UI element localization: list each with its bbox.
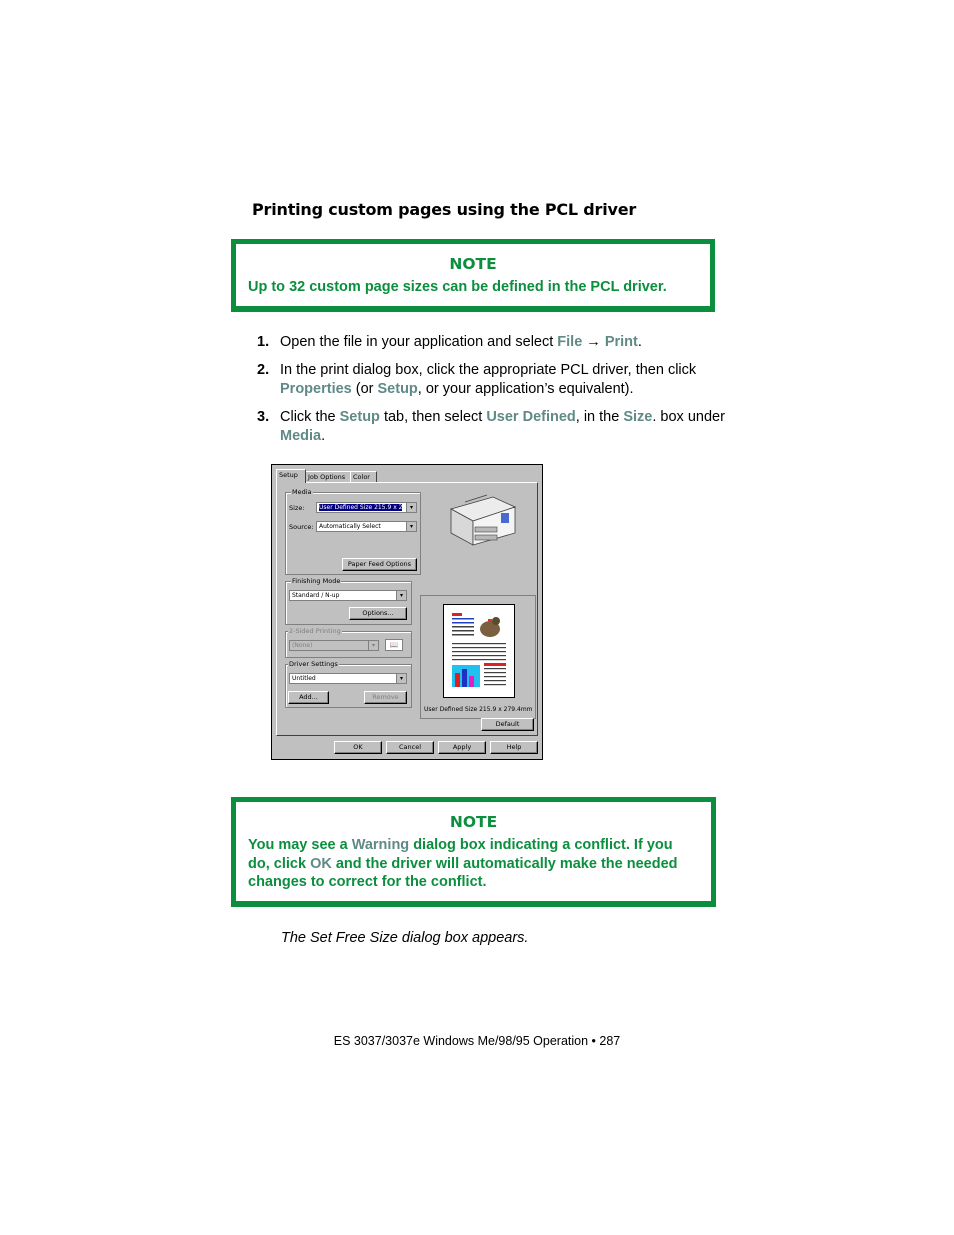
two-sided-value: (None) — [292, 642, 313, 649]
user-defined-ref: User Defined — [486, 409, 576, 425]
driver-settings-dropdown[interactable] — [289, 673, 407, 684]
preview-caption: User Defined Size 215.9 x 279.4mm — [424, 706, 533, 713]
note-text: Up to 32 custom page sizes can be defined in the PCL driver. — [248, 279, 667, 295]
media-group-label: Media — [292, 488, 312, 496]
help-button[interactable]: Help — [490, 741, 538, 754]
print-menu-ref: Print — [604, 334, 638, 350]
note-text-part: dialog box indicating a conflict. If you do, click — [248, 837, 673, 872]
note-box — [231, 797, 716, 907]
step-number: 1. — [257, 334, 270, 350]
printer-properties-dialog — [271, 464, 543, 760]
step-text — [280, 333, 725, 352]
page-footer: ES 3037/3037e Windows Me/98/95 Operation • 287 — [333, 1034, 621, 1048]
step-text-part: Click the — [280, 409, 340, 425]
finishing-value: Standard / N-up — [292, 592, 340, 599]
driver-settings-group — [285, 660, 412, 708]
setup-ref: Setup — [377, 380, 418, 397]
note-text-part: You may see a — [248, 837, 352, 853]
step-text-part: , or your application’s equivalent). — [417, 380, 634, 397]
setup-tab-ref: Setup — [339, 409, 380, 425]
source-label: Source: — [289, 523, 314, 531]
warning-ref: Warning — [351, 837, 410, 853]
two-sided-group — [285, 627, 412, 658]
preview-graphic — [444, 605, 514, 697]
note-title: NOTE — [449, 255, 497, 273]
finishing-group — [285, 577, 412, 625]
step-text-part: Open the file in your application and select — [280, 334, 558, 350]
size-value: User Defined Size 215.9 x 2 — [319, 504, 403, 511]
paper-feed-options-button[interactable]: Paper Feed Options — [342, 558, 417, 571]
media-ref: Media — [280, 427, 322, 444]
cancel-button[interactable]: Cancel — [386, 741, 434, 754]
caption: The Set Free Size dialog box appears. — [281, 930, 529, 946]
chevron-down-icon: ▾ — [406, 522, 416, 531]
finishing-mode-dropdown[interactable] — [289, 590, 407, 601]
step-number: 3. — [257, 409, 270, 425]
size-dropdown[interactable] — [316, 502, 417, 513]
source-dropdown[interactable] — [316, 521, 417, 532]
chevron-down-icon: ▾ — [368, 641, 378, 650]
finishing-mode-label: Finishing Mode — [292, 577, 341, 585]
book-icon: 📖 — [385, 639, 403, 651]
two-sided-label: 2-Sided Printing — [289, 627, 341, 635]
properties-ref: Properties — [280, 380, 352, 397]
section-heading: Printing custom pages using the PCL driver — [252, 200, 637, 219]
step-number: 2. — [257, 362, 270, 378]
driver-settings-value: Untitled — [292, 675, 316, 682]
tab-color[interactable]: Color — [350, 471, 377, 483]
note-box — [231, 239, 715, 312]
step-text-part: . box under — [652, 409, 725, 425]
step-text-part: . — [637, 334, 642, 350]
chevron-down-icon: ▾ — [396, 674, 406, 683]
default-button[interactable]: Default — [481, 718, 534, 731]
note-text — [248, 836, 694, 892]
add-button[interactable]: Add... — [288, 691, 329, 704]
step-text — [280, 361, 725, 398]
tab-setup[interactable]: Setup — [276, 469, 306, 483]
remove-button[interactable]: Remove — [364, 691, 407, 704]
arrow-glyph: → — [582, 334, 605, 350]
printer-illustration — [445, 489, 521, 549]
chevron-down-icon: ▾ — [406, 503, 416, 512]
options-button[interactable]: Options... — [349, 607, 407, 620]
driver-settings-label: Driver Settings — [289, 660, 338, 668]
tab-job-options[interactable]: Job Options — [305, 471, 351, 483]
chevron-down-icon: ▾ — [396, 591, 406, 600]
page-thumbnail — [443, 604, 515, 698]
apply-button[interactable]: Apply — [438, 741, 486, 754]
step-text — [280, 408, 725, 445]
size-label: Size: — [289, 504, 305, 512]
media-group — [285, 488, 421, 575]
setup-panel — [276, 482, 538, 736]
step-text-part: tab, then select — [379, 409, 487, 425]
ok-ref: OK — [310, 855, 332, 872]
step-text-part: (or — [351, 380, 378, 397]
step-text-part: In the print dialog box, click the appropriate PCL driver, then click — [280, 362, 697, 378]
step-text-part: . — [321, 427, 326, 444]
size-ref: Size — [623, 409, 653, 425]
ok-button[interactable]: OK — [334, 741, 382, 754]
page-preview — [420, 595, 536, 719]
note-text-part: and the driver will automatically make the needed changes to correct for the conflict. — [248, 855, 678, 890]
two-sided-dropdown[interactable] — [289, 640, 379, 651]
note-title: NOTE — [449, 813, 498, 831]
source-value: Automatically Select — [319, 523, 381, 530]
step-text-part: , in the — [575, 409, 624, 425]
file-menu-ref: File — [557, 334, 583, 350]
